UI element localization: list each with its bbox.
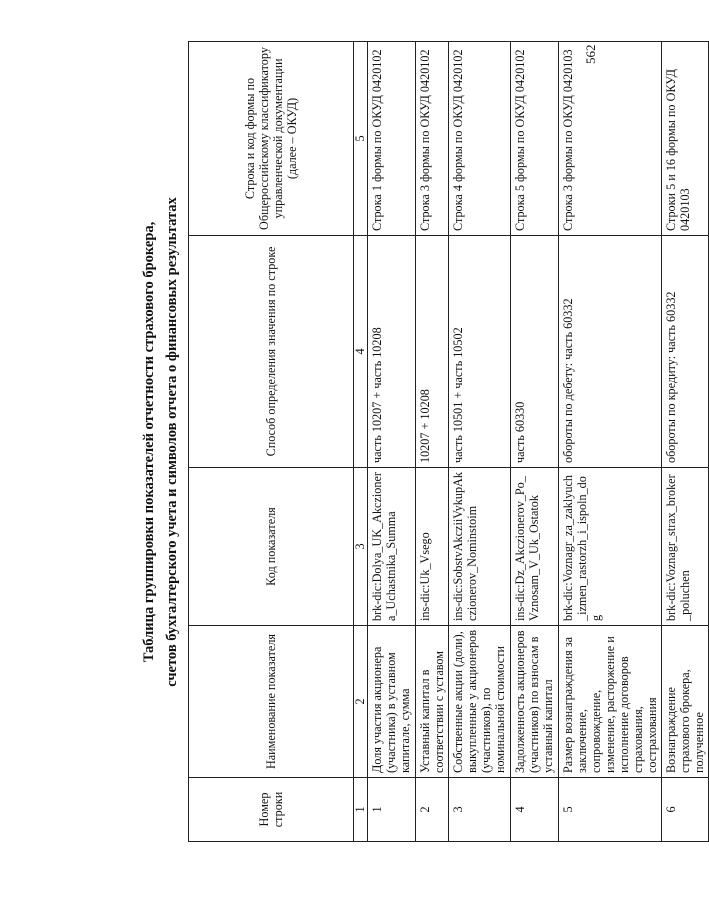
- row-number: 1: [368, 778, 416, 842]
- okud-reference: Строка 4 формы по ОКУД 0420102: [449, 42, 511, 236]
- method: часть 60330: [511, 236, 559, 468]
- row-number: 6: [662, 778, 709, 842]
- table-row: [559, 42, 662, 842]
- method: 10207 + 10208: [416, 236, 449, 468]
- method: часть 10207 + часть 10208: [368, 236, 416, 468]
- document-title: [138, 42, 188, 842]
- table-row: [449, 42, 511, 842]
- header-okud: Строка и код формы по Общероссийскому классификатору управленческой документации (далее – ОКУД): [189, 42, 354, 236]
- page-number: 562: [583, 44, 598, 64]
- indicator-code: brk-dic:Voznagr_strax_broker_poluchen: [662, 468, 709, 626]
- column-number: 5: [354, 42, 368, 236]
- column-number: 4: [354, 236, 368, 468]
- row-number: 5: [559, 778, 662, 842]
- rotated-page-content: [138, 42, 706, 842]
- method: часть 10501 + часть 10502: [449, 236, 511, 468]
- header-indicator-name: Наименование показателя: [189, 626, 354, 778]
- header-indicator-code: Код показателя: [189, 468, 354, 626]
- indicator-name: Собственные акции (доли), выкупленные у акционеров (участников), по номинальной стоимости: [449, 626, 511, 778]
- indicator-code: brk-dic:Dolya_UK_Akczionera_Uchastnika_Summa: [368, 468, 416, 626]
- table-row: [511, 42, 559, 842]
- column-number: 2: [354, 626, 368, 778]
- indicator-code: ins-dic:Uk_Vsego: [416, 468, 449, 626]
- table-row: [416, 42, 449, 842]
- header-method: Способ определения значения по строке: [189, 236, 354, 468]
- okud-reference: Строка 3 формы по ОКУД 0420102: [416, 42, 449, 236]
- okud-reference: Строка 1 формы по ОКУД 0420102: [368, 42, 416, 236]
- column-number: 3: [354, 468, 368, 626]
- row-number: 3: [449, 778, 511, 842]
- table-row: [662, 42, 709, 842]
- title-line-1: Таблица группировки показателей отчетности страхового брокера,: [141, 221, 157, 663]
- indicator-name: Размер вознаграждения за заключение, сопровождение, изменение, расторжение и исполнение договоров страхования, сострахования: [559, 626, 662, 778]
- indicator-name: Уставный капитал в соответствии с уставом: [416, 626, 449, 778]
- indicator-code: brk-dic:Voznagr_za_zaklyuch_izmen_rastorzh_i_ispoln_dog: [559, 468, 662, 626]
- column-number-row: [354, 42, 368, 842]
- method: обороты по дебету: часть 60332: [559, 236, 662, 468]
- okud-reference: Строка 5 формы по ОКУД 0420102: [511, 42, 559, 236]
- table-header-row: [189, 42, 354, 842]
- grouping-table: [188, 41, 709, 842]
- okud-reference: Строки 5 и 16 формы по ОКУД 0420103: [662, 42, 709, 236]
- column-number: 1: [354, 778, 368, 842]
- row-number: 4: [511, 778, 559, 842]
- indicator-name: Задолженность акционеров (участников) по взносам в уставный капитал: [511, 626, 559, 778]
- header-row-number: Номер строки: [189, 778, 354, 842]
- row-number: 2: [416, 778, 449, 842]
- table-row: [368, 42, 416, 842]
- indicator-name: Вознаграждение страхового брокера, полученное: [662, 626, 709, 778]
- indicator-code: ins-dic:SobstvAkcziiVykupAkczionerov_Nominstoim: [449, 468, 511, 626]
- method: обороты по кредиту: часть 60332: [662, 236, 709, 468]
- okud-reference: Строка 3 формы по ОКУД 0420103: [559, 42, 662, 236]
- indicator-name: Доля участия акционера (участника) в уставном капитале, сумма: [368, 626, 416, 778]
- indicator-code: ins-dic:Dz_Akczionerov_Po_Vznosam_V_Uk_Ostatok: [511, 468, 559, 626]
- title-line-2: счетов бухгалтерского учета и символов отчета о финансовых результатах: [164, 197, 180, 687]
